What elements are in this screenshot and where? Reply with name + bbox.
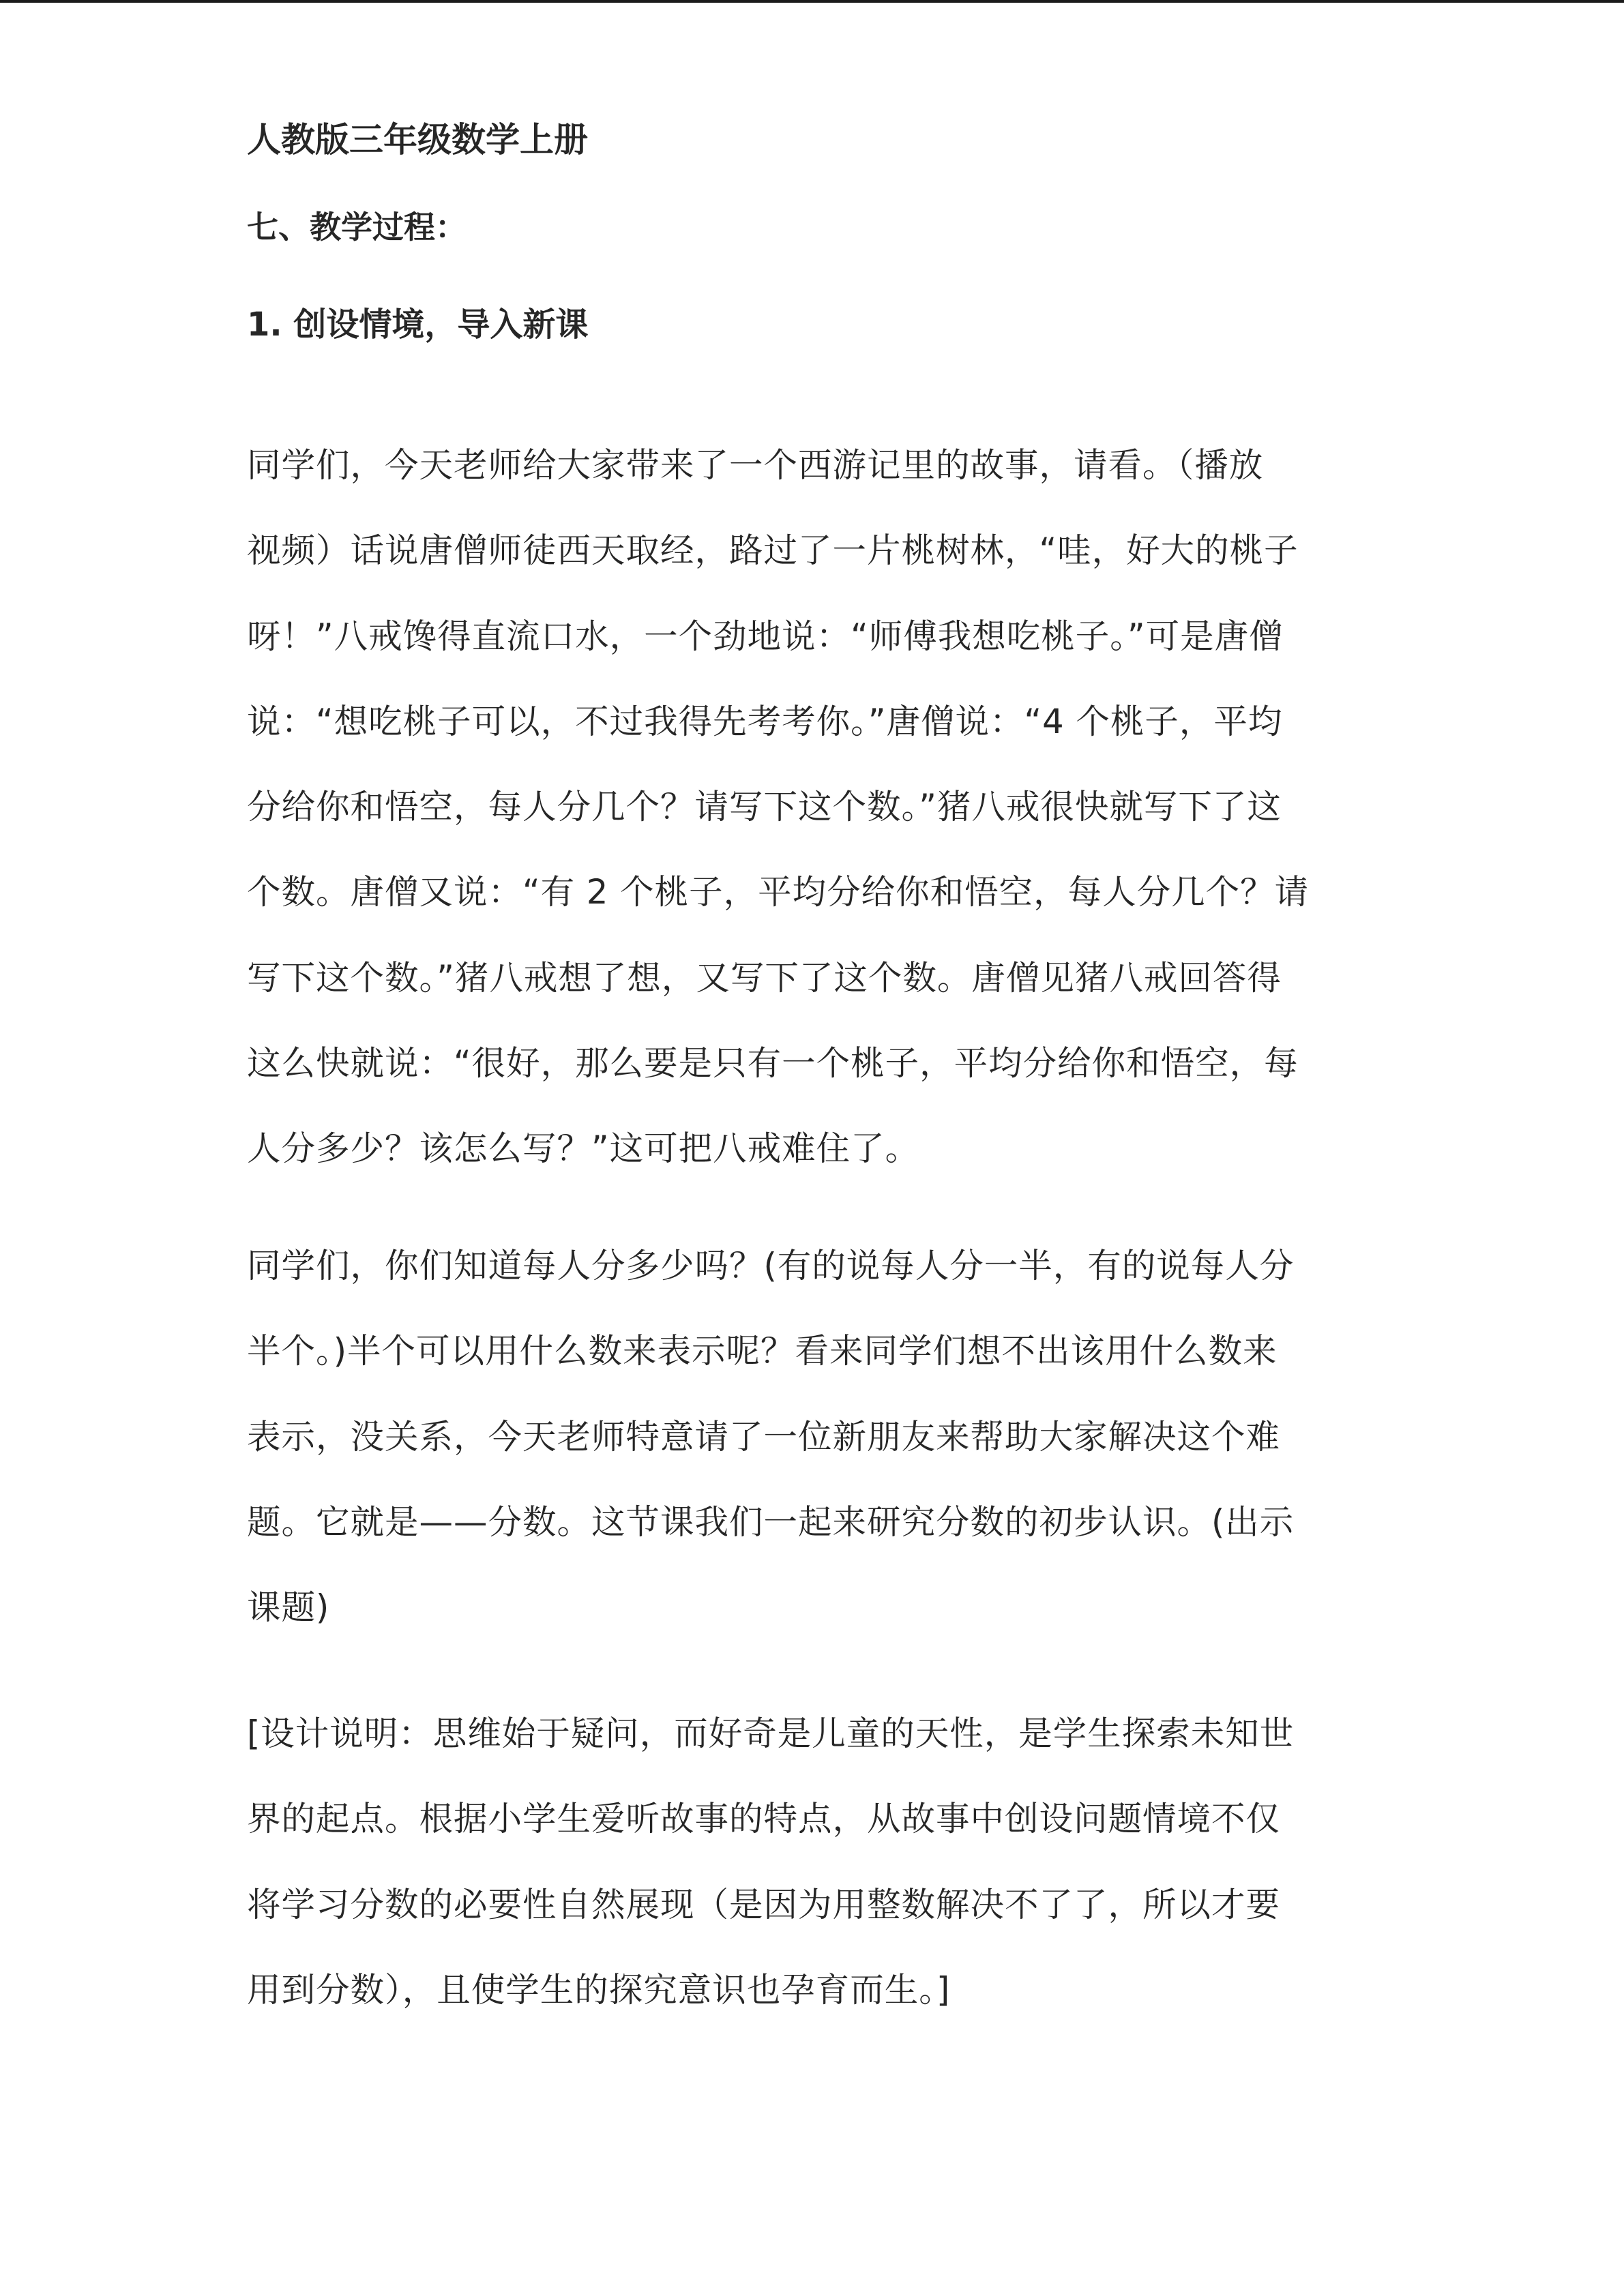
paragraph-line: 界的起点。根据小学生爱听故事的特点，从故事中创设问题情境不仅 [247, 1799, 1280, 1839]
paragraph-line: 这么快就说：“很好，那么要是只有一个桃子，平均分给你和悟空，每 [247, 1043, 1299, 1084]
paragraph-line: 说：“想吃桃子可以，不过我得先考考你。”唐僧说：“4 个桃子，平均 [247, 701, 1283, 741]
paragraph-line: 表示，没关系，今天老师特意请了一位新朋友来帮助大家解决这个难 [247, 1416, 1280, 1457]
document-title: 人教版三年级数学上册 [247, 120, 588, 160]
paragraph-line: 个数。唐僧又说：“有 2 个桃子，平均分给你和悟空，每人分几个？请 [247, 872, 1310, 912]
section-heading: 七、教学过程： [247, 209, 467, 245]
paragraph-question [247, 1223, 1294, 1650]
paragraph-line: [设计说明：思维始于疑问，而好奇是儿童的天性，是学生探索未知世 [247, 1714, 1295, 1753]
paragraph-line: 同学们，今天老师给大家带来了一个西游记里的故事，请看。（播放 [247, 445, 1264, 485]
paragraph-line: 人分多少？该怎么写？”这可把八戒难住了。 [247, 1129, 920, 1169]
paragraph-line: 分给你和悟空，每人分几个？请写下这个数。”猪八戒很快就写下了这 [247, 787, 1282, 827]
paragraph-line: 同学们，你们知道每人分多少吗？(有的说每人分一半，有的说每人分 [247, 1246, 1295, 1285]
paragraph-line: 半个。)半个可以用什么数来表示呢？看来同学们想不出该用什么数来 [247, 1331, 1278, 1371]
paragraph-design-note [247, 1691, 1294, 2033]
paragraph-line: 题。它就是——分数。这节课我们一起来研究分数的初步认识。(出示 [247, 1502, 1295, 1542]
paragraph-line: 写下这个数。”猪八戒想了想，又写下了这个数。唐僧见猪八戒回答得 [247, 957, 1282, 998]
paragraph-story [247, 423, 1309, 1192]
paragraph-line: 用到分数），且使学生的探究意识也孕育而生。] [247, 1969, 951, 2010]
paragraph-line: 呀！”八戒馋得直流口水，一个劲地说：“师傅我想吃桃子。”可是唐僧 [247, 616, 1284, 656]
paragraph-line: 课题) [247, 1587, 330, 1628]
paragraph-line: 视频）话说唐僧师徒西天取经，路过了一片桃树林，“哇，好大的桃子 [247, 531, 1299, 571]
sub-heading: 1. 创设情境，导入新课 [247, 305, 589, 344]
paragraph-line: 将学习分数的必要性自然展现（是因为用整数解决不了了，所以才要 [247, 1884, 1280, 1924]
